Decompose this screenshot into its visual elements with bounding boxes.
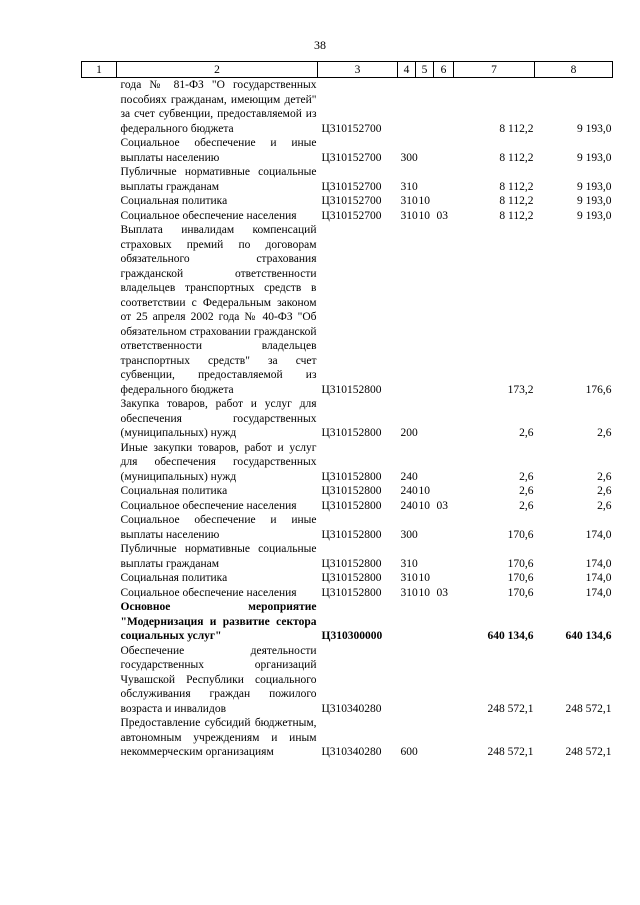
table-row <box>82 644 613 717</box>
subsection-code: 03 <box>436 586 448 599</box>
amount-year-1: 8 112,2 <box>499 195 534 207</box>
table-row <box>82 223 613 397</box>
item-name: Социальное обеспечение и иные выплаты населению <box>120 514 317 541</box>
subsection-code <box>434 600 454 644</box>
section-code: 10 <box>418 195 430 207</box>
column-number: 5 <box>416 62 434 78</box>
row-number-cell <box>82 586 117 601</box>
table-row <box>82 441 613 485</box>
column-number: 8 <box>535 62 613 78</box>
expense-type-code <box>398 644 416 717</box>
table-row <box>82 136 613 165</box>
section-code <box>416 644 434 717</box>
budget-table <box>81 61 613 760</box>
amount-year-1: 170,6 <box>507 528 534 541</box>
section-code: 10 <box>418 499 430 512</box>
expense-type-code: 310 <box>400 557 418 570</box>
amount-year-2: 174,0 <box>585 557 612 570</box>
item-name: Закупка товаров, работ и услуг для обеспечения государственных (муниципальных) нужд <box>120 398 317 439</box>
target-article-code: Ц310152700 <box>321 195 382 207</box>
expense-type-code: 310 <box>400 180 418 193</box>
expense-type-code <box>398 600 416 644</box>
table-row <box>82 484 613 499</box>
target-article-code: Ц310152700 <box>321 209 382 222</box>
subsection-code <box>434 571 454 586</box>
row-number-cell <box>82 78 117 137</box>
row-number-cell <box>82 397 117 441</box>
item-name: Социальное обеспечение населения <box>120 209 297 222</box>
item-name: Социальная политика <box>120 572 228 584</box>
table-row <box>82 600 613 644</box>
row-number-cell <box>82 194 117 209</box>
target-article-code: Ц310152700 <box>321 122 382 135</box>
amount-year-2: 248 572,1 <box>565 746 612 758</box>
amount-year-1: 8 112,2 <box>499 209 534 222</box>
expense-type-code <box>398 223 416 397</box>
amount-year-2: 2,6 <box>597 427 612 439</box>
item-name: Основное мероприятие "Модернизация и развитие сектора социальных услуг" <box>120 601 317 642</box>
column-numbers-header <box>82 62 613 78</box>
subsection-code <box>434 165 454 194</box>
item-name: Предоставление субсидий бюджетным, автономным учреждениям и иным некоммерческим организациям <box>120 717 317 758</box>
subsection-code: 03 <box>436 209 448 222</box>
amount-year-2: 174,0 <box>585 586 612 599</box>
amount-year-2: 9 193,0 <box>577 209 612 222</box>
column-number: 3 <box>318 62 398 78</box>
subsection-code <box>434 223 454 397</box>
item-name: Социальная политика <box>120 485 228 497</box>
row-number-cell <box>82 209 117 224</box>
subsection-code <box>434 513 454 542</box>
item-name: Социальное обеспечение и иные выплаты населению <box>120 137 317 164</box>
item-name: Обеспечение деятельности государственных организаций Чувашской Республики социального обслуживания граждан пожилого возраста и инвалидов <box>120 644 317 715</box>
amount-year-2: 248 572,1 <box>565 702 612 715</box>
amount-year-1: 170,6 <box>507 586 534 599</box>
row-number-cell <box>82 223 117 397</box>
column-number: 2 <box>117 62 318 78</box>
section-code <box>416 716 434 760</box>
amount-year-2: 174,0 <box>585 528 612 541</box>
section-code <box>416 513 434 542</box>
table-row <box>82 542 613 571</box>
amount-year-2: 9 193,0 <box>577 195 612 207</box>
section-code <box>416 441 434 485</box>
amount-year-2: 9 193,0 <box>577 180 612 193</box>
table-row <box>82 78 613 137</box>
amount-year-2: 2,6 <box>597 470 612 483</box>
section-code <box>416 542 434 571</box>
subsection-code <box>434 194 454 209</box>
section-code <box>416 136 434 165</box>
table-row <box>82 194 613 209</box>
column-number: 1 <box>82 62 117 78</box>
amount-year-1: 8 112,2 <box>499 122 534 135</box>
row-number-cell <box>82 571 117 586</box>
amount-year-2: 2,6 <box>597 499 612 512</box>
amount-year-1: 173,2 <box>507 383 534 396</box>
amount-year-1: 170,6 <box>507 572 534 584</box>
target-article-code: Ц310152700 <box>321 180 382 193</box>
amount-year-2: 174,0 <box>585 572 612 584</box>
item-name: Социальное обеспечение населения <box>120 499 297 512</box>
target-article-code: Ц310152800 <box>321 485 382 497</box>
row-number-cell <box>82 600 117 644</box>
subsection-code <box>434 716 454 760</box>
section-code: 10 <box>418 586 430 599</box>
expense-type-code: 240 <box>400 470 418 483</box>
section-code: 10 <box>418 485 430 497</box>
table-row <box>82 499 613 514</box>
section-code <box>416 600 434 644</box>
expense-type-code <box>398 78 416 137</box>
amount-year-2: 9 193,0 <box>577 151 612 164</box>
amount-year-1: 170,6 <box>507 557 534 570</box>
row-number-cell <box>82 644 117 717</box>
table-row <box>82 571 613 586</box>
amount-year-1: 2,6 <box>519 485 534 497</box>
item-name: Социальное обеспечение населения <box>120 586 297 599</box>
expense-type-code: 300 <box>400 528 418 541</box>
subsection-code <box>434 542 454 571</box>
subsection-code <box>434 397 454 441</box>
target-article-code: Ц310152800 <box>321 427 382 439</box>
expense-type-code: 240 <box>400 485 418 497</box>
target-article-code: Ц310300000 <box>321 630 383 642</box>
column-number: 7 <box>454 62 535 78</box>
section-code <box>416 223 434 397</box>
item-name: Выплата инвалидам компенсаций страховых премий по договорам обязательного страхования гражданской ответственности владельцев транспортных средств в соответствии с Федеральным законом от 25 апреля 2002 года № 40-ФЗ "Об обязательном страховании гражданской ответственности владельцев транспортных средств" за счет субвенции, предоставляемой из федерального бюджета <box>120 224 317 396</box>
section-code <box>416 165 434 194</box>
table-body <box>82 78 613 760</box>
item-name: года № 81-ФЗ "О государственных пособиях гражданам, имеющим детей" за счет субвенции, предоставляемой из федерального бюджета <box>120 79 317 135</box>
amount-year-2: 9 193,0 <box>577 122 612 135</box>
row-number-cell <box>82 484 117 499</box>
target-article-code: Ц310340280 <box>321 702 382 715</box>
subsection-code <box>434 644 454 717</box>
row-number-cell <box>82 716 117 760</box>
column-number: 6 <box>434 62 454 78</box>
amount-year-1: 8 112,2 <box>499 151 534 164</box>
amount-year-1: 2,6 <box>519 427 534 439</box>
table-row <box>82 397 613 441</box>
subsection-code: 03 <box>436 499 448 512</box>
subsection-code <box>434 136 454 165</box>
target-article-code: Ц310340280 <box>321 746 382 758</box>
row-number-cell <box>82 165 117 194</box>
expense-type-code: 310 <box>400 572 418 584</box>
target-article-code: Ц310152800 <box>321 528 382 541</box>
target-article-code: Ц310152800 <box>321 383 382 396</box>
subsection-code <box>434 484 454 499</box>
row-number-cell <box>82 499 117 514</box>
item-name: Публичные нормативные социальные выплаты гражданам <box>120 166 317 193</box>
row-number-cell <box>82 542 117 571</box>
target-article-code: Ц310152800 <box>321 572 382 584</box>
row-number-cell <box>82 513 117 542</box>
amount-year-1: 2,6 <box>519 499 534 512</box>
amount-year-1: 2,6 <box>519 470 534 483</box>
section-code: 10 <box>418 209 430 222</box>
target-article-code: Ц310152700 <box>321 151 382 164</box>
amount-year-2: 640 134,6 <box>565 630 612 642</box>
table-row <box>82 209 613 224</box>
expense-type-code: 240 <box>400 499 418 512</box>
amount-year-1: 8 112,2 <box>499 180 534 193</box>
table-row <box>82 586 613 601</box>
row-number-cell <box>82 136 117 165</box>
target-article-code: Ц310152800 <box>321 557 382 570</box>
expense-type-code: 310 <box>400 586 418 599</box>
expense-type-code: 200 <box>400 427 418 439</box>
row-number-cell <box>82 441 117 485</box>
section-code <box>416 397 434 441</box>
section-code: 10 <box>418 572 430 584</box>
table-row <box>82 513 613 542</box>
table-row <box>82 165 613 194</box>
amount-year-1: 640 134,6 <box>487 630 534 642</box>
expense-type-code: 300 <box>400 151 418 164</box>
subsection-code <box>434 78 454 137</box>
table-row <box>82 716 613 760</box>
target-article-code: Ц310152800 <box>321 499 382 512</box>
expense-type-code: 310 <box>400 195 418 207</box>
target-article-code: Ц310152800 <box>321 586 382 599</box>
expense-type-code: 310 <box>400 209 418 222</box>
section-code <box>416 78 434 137</box>
item-name: Публичные нормативные социальные выплаты гражданам <box>120 543 317 570</box>
amount-year-1: 248 572,1 <box>487 702 534 715</box>
amount-year-1: 248 572,1 <box>487 746 534 758</box>
column-number: 4 <box>398 62 416 78</box>
item-name: Иные закупки товаров, работ и услуг для обеспечения государственных (муниципальных) нужд <box>120 441 317 483</box>
subsection-code <box>434 441 454 485</box>
target-article-code: Ц310152800 <box>321 470 382 483</box>
page-number: 38 <box>314 38 326 52</box>
item-name: Социальная политика <box>120 195 228 207</box>
amount-year-2: 176,6 <box>585 383 612 396</box>
amount-year-2: 2,6 <box>597 485 612 497</box>
expense-type-code: 600 <box>400 746 418 758</box>
